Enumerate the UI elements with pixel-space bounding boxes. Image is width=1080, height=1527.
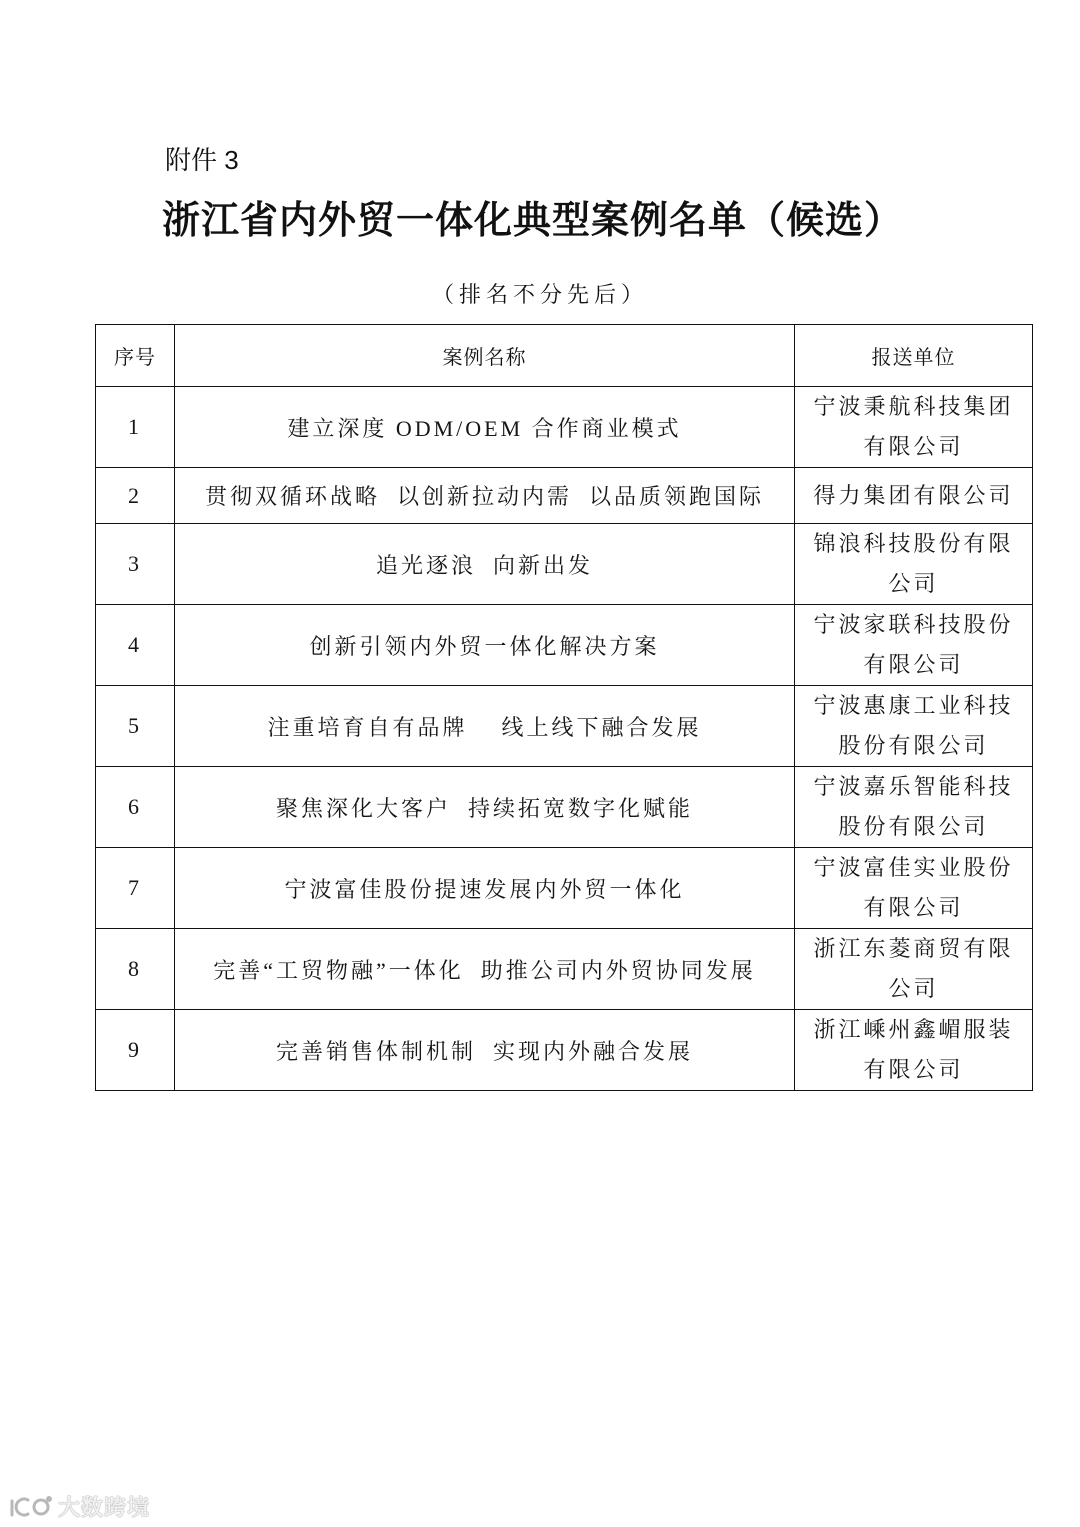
submitting-unit [795,605,1033,686]
case-title: 完善销售体制机制 实现内外融合发展 [175,1010,795,1091]
submitting-unit [795,524,1033,605]
table-row [96,387,1033,468]
submitting-unit-line: 宁波秉航科技集团 [813,394,1014,419]
attachment-label: 附件 3 [165,145,239,175]
table-header-title: 案例名称 [175,325,795,387]
submitting-unit [795,848,1033,929]
watermark-logo-icon [8,1491,54,1521]
case-title: 宁波富佳股份提速发展内外贸一体化 [175,848,795,929]
submitting-unit-line: 锦浪科技股份有限 [813,531,1014,556]
case-title: 注重培育自有品牌 线上线下融合发展 [175,686,795,767]
table-header-no: 序号 [96,325,175,387]
row-number: 9 [96,1010,175,1091]
submitting-unit-line: 宁波富佳实业股份 [813,855,1014,880]
watermark-text: 大数跨境 [58,1494,151,1520]
submitting-unit [795,929,1033,1010]
row-number: 6 [96,767,175,848]
submitting-unit-line: 有限公司 [863,434,964,459]
table-row [96,468,1033,524]
case-title: 创新引领内外贸一体化解决方案 [175,605,795,686]
submitting-unit-line: 公司 [888,976,939,1001]
document-title: 浙江省内外贸一体化典型案例名单（候选） [162,200,904,242]
submitting-unit-line: 宁波嘉乐智能科技 [813,774,1014,799]
submitting-unit [795,387,1033,468]
table-row [96,1010,1033,1091]
row-number: 1 [96,387,175,468]
table-row [96,686,1033,767]
table-row [96,524,1033,605]
table-header-row [96,325,1033,387]
row-number: 3 [96,524,175,605]
submitting-unit-line: 浙江嵊州鑫嵋服装 [813,1017,1014,1042]
row-number: 8 [96,929,175,1010]
submitting-unit-line: 有限公司 [863,895,964,920]
watermark [8,1490,150,1522]
submitting-unit-line: 股份有限公司 [838,733,989,758]
table-row [96,605,1033,686]
submitting-unit-line: 宁波家联科技股份 [813,612,1014,637]
row-number: 4 [96,605,175,686]
case-list-table [95,324,1033,1091]
submitting-unit-line: 股份有限公司 [838,814,989,839]
document-subtitle: （排名不分先后） [431,282,648,307]
case-title: 完善“工贸物融”一体化 助推公司内外贸协同发展 [175,929,795,1010]
case-title: 建立深度 ODM/OEM 合作商业模式 [175,387,795,468]
table-row [96,767,1033,848]
submitting-unit-line: 有限公司 [863,652,964,677]
table-row [96,848,1033,929]
submitting-unit [795,686,1033,767]
submitting-unit-line: 得力集团有限公司 [813,482,1014,508]
submitting-unit-line: 有限公司 [863,1057,964,1082]
submitting-unit-line: 浙江东菱商贸有限 [813,936,1014,961]
table-row [96,929,1033,1010]
submitting-unit [795,767,1033,848]
table-header-unit: 报送单位 [795,325,1033,387]
case-title: 追光逐浪 向新出发 [175,524,795,605]
row-number: 7 [96,848,175,929]
row-number: 5 [96,686,175,767]
submitting-unit-line: 宁波惠康工业科技 [813,693,1014,718]
submitting-unit-line: 公司 [888,571,939,596]
row-number: 2 [96,468,175,524]
case-title: 贯彻双循环战略 以创新拉动内需 以品质领跑国际 [175,468,795,524]
submitting-unit [795,1010,1033,1091]
case-title: 聚焦深化大客户 持续拓宽数字化赋能 [175,767,795,848]
submitting-unit [795,468,1033,524]
